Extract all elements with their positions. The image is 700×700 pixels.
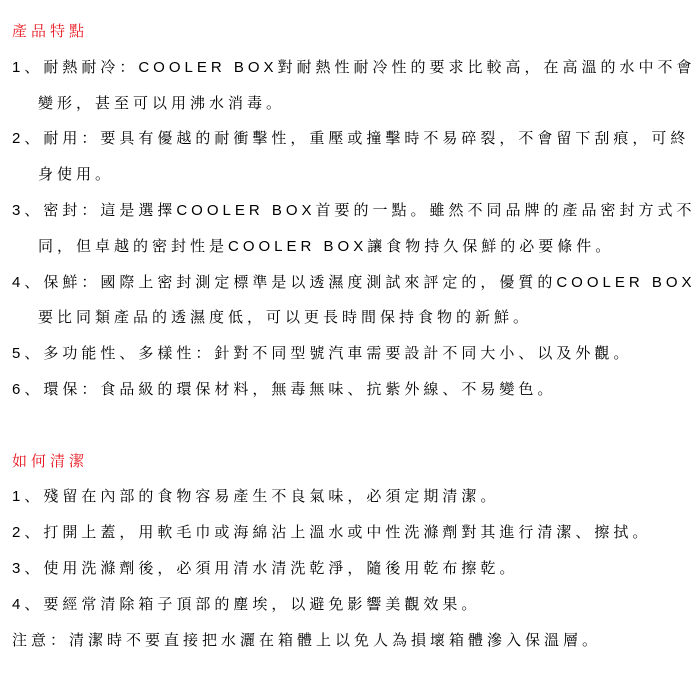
feature-item-3-line-2: 同，但卓越的密封性是COOLER BOX讓食物持久保鮮的必要條件。	[38, 237, 615, 255]
feature-item-2-line-1: 2、耐用：要具有優越的耐衝擊性，重壓或撞擊時不易碎裂，不會留下刮痕，可終	[12, 130, 690, 148]
feature-item-1-line-2: 變形，甚至可以用沸水消毒。	[38, 94, 286, 112]
feature-item-3-line-1: 3、密封：這是選擇COOLER BOX首要的一點。雖然不同品牌的產品密封方式不	[12, 201, 696, 219]
feature-item-3	[12, 193, 700, 265]
feature-item-4-line-1: 4、保鮮：國際上密封測定標準是以透濕度測試來評定的，優質的COOLER BOX	[12, 273, 696, 291]
feature-item-5-line-1: 5、多功能性、多樣性：針對不同型號汽車需要設計不同大小、以及外觀。	[12, 345, 633, 363]
cleaning-item-4	[12, 587, 700, 623]
cleaning-section	[12, 444, 700, 659]
cleaning-item-4-line-1: 4、要經常清除箱子頂部的塵埃，以避免影響美觀效果。	[12, 595, 481, 613]
cleaning-item-2	[12, 515, 700, 551]
cleaning-item-1-line-1: 1、殘留在內部的食物容易產生不良氣味，必須定期清潔。	[12, 488, 500, 506]
cleaning-item-2-line-1: 2、打開上蓋，用軟毛巾或海綿沾上溫水或中性洗滌劑對其進行清潔、擦拭。	[12, 524, 652, 542]
section-spacer	[12, 408, 700, 444]
feature-item-4-line-2: 要比同類產品的透濕度低，可以更長時間保持食物的新鮮。	[38, 309, 533, 327]
feature-item-6	[12, 372, 700, 408]
feature-item-6-line-1: 6、環保：食品級的環保材料，無毒無味、抗紫外線、不易變色。	[12, 380, 557, 398]
cleaning-item-3-line-1: 3、使用洗滌劑後，必須用清水清洗乾淨，隨後用乾布擦乾。	[12, 559, 519, 577]
feature-item-1-line-1: 1、耐熱耐冷：COOLER BOX對耐熱性耐冷性的要求比較高，在高溫的水中不會	[12, 58, 696, 76]
features-section	[12, 14, 700, 408]
cleaning-heading: 如何清潔	[12, 452, 89, 470]
feature-item-2	[12, 121, 700, 193]
feature-item-2-line-2: 身使用。	[38, 166, 115, 184]
feature-item-4	[12, 265, 700, 337]
cleaning-item-1	[12, 479, 700, 515]
feature-item-1	[12, 50, 700, 122]
features-heading: 產品特點	[12, 23, 89, 40]
cleaning-item-3	[12, 551, 700, 587]
feature-item-5	[12, 336, 700, 372]
cleaning-note: 注意：清潔時不要直接把水灑在箱體上以免人為損壞箱體滲入保溫層。	[12, 631, 602, 649]
